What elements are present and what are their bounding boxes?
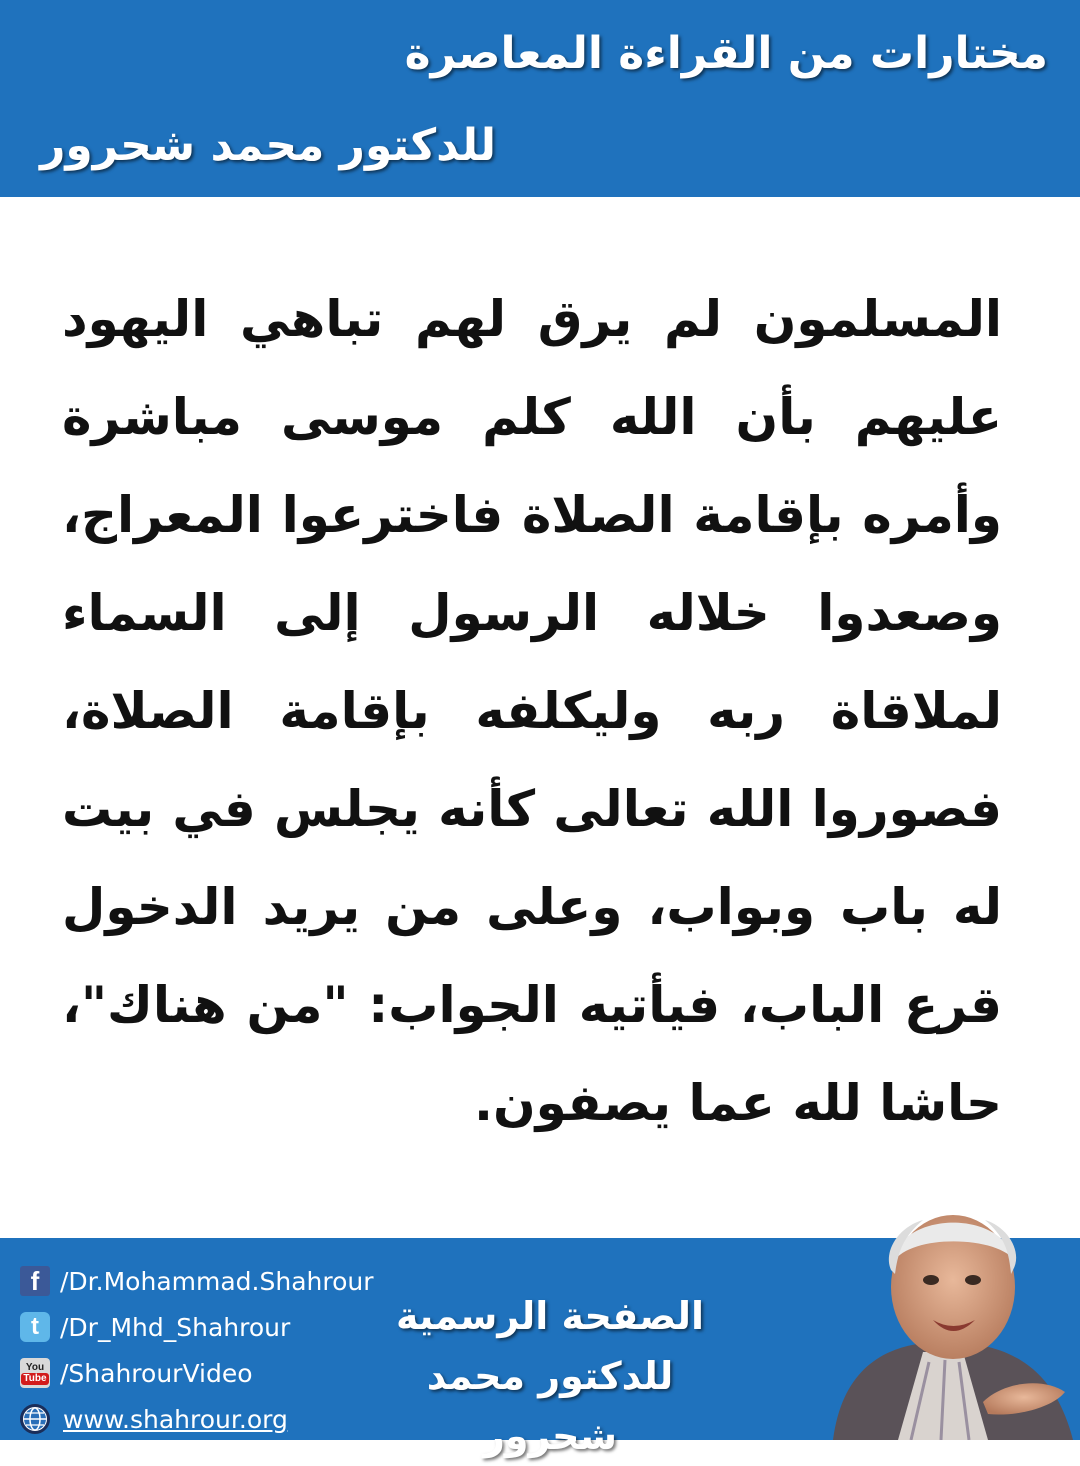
official-page-label: [370, 1286, 730, 1466]
twitter-link[interactable]: [20, 1304, 420, 1350]
official-page-line1: الصفحة الرسمية: [395, 1294, 705, 1338]
facebook-link[interactable]: [20, 1258, 420, 1304]
social-links: [20, 1258, 420, 1442]
website-link[interactable]: [20, 1396, 420, 1442]
facebook-link-text: /Dr.Mohammad.Shahrour: [60, 1266, 374, 1296]
quote-text: المسلمون لم يرق لهم تباهي اليهود عليهم بأن الله كلم موسى مباشرة وأمره بإقامة الصلاة فاخترعوا المعراج، وصعدوا خلاله الرسول إلى السماء لملاقاة ربه وليكلفه بإقامة الصلاة، فصوروا الله تعالى كأنه يجلس في بيت له باب وبواب، وعلى من يريد الدخول قرع الباب، فيأتيه الجواب: "من هناك"، حاشا لله عما يصفون.: [62, 290, 1002, 1132]
twitter-link-text: /Dr_Mhd_Shahrour: [60, 1312, 291, 1342]
header-banner: [0, 0, 1080, 197]
website-link-text: www.shahrour.org: [63, 1404, 288, 1434]
official-page-line2: للدكتور محمد شحرور: [426, 1354, 674, 1458]
twitter-icon: t: [20, 1312, 50, 1342]
youtube-icon: You Tube: [20, 1358, 50, 1388]
youtube-link[interactable]: [20, 1350, 420, 1396]
author-portrait: [803, 1192, 1080, 1440]
globe-icon: [20, 1404, 50, 1434]
page-subtitle: للدكتور محمد شحرور: [40, 120, 496, 171]
page-title: مختارات من القراءة المعاصرة: [404, 28, 1048, 79]
youtube-link-text: /ShahrourVideo: [60, 1358, 253, 1388]
facebook-icon: f: [20, 1266, 50, 1296]
